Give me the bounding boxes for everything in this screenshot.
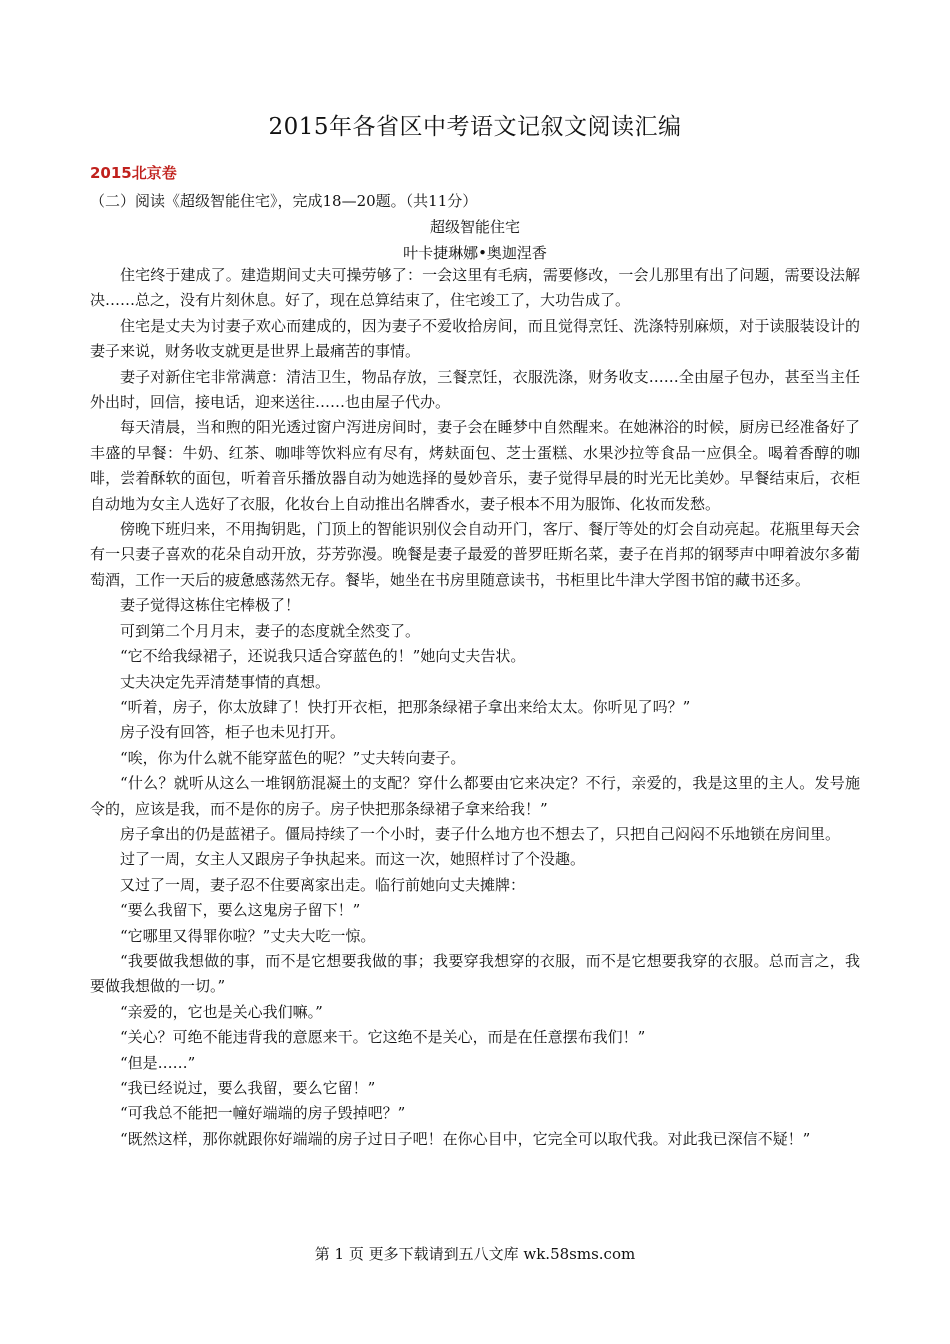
paragraph: 傍晚下班归来，不用掏钥匙，门顶上的智能识别仪会自动开门，客厅、餐厅等处的灯会自动亮起。花瓶里每天会有一只妻子喜欢的花朵自动开放，芬芳弥漫。晚餐是妻子最爱的普罗旺斯名菜，妻子在肖邦的钢琴声中呷着波尔多葡萄酒，工作一天后的疲惫感荡然无存。餐毕，她坐在书房里随意读书，书柜里比牛津大学图书馆的藏书还多。	[90, 520, 860, 589]
paragraph: “什么？就听从这么一堆钢筋混凝土的支配？穿什么都要由它来决定？不行，亲爱的，我是这里的主人。发号施令的，应该是我，而不是你的房子。房子快把那条绿裙子拿来给我！”	[90, 774, 860, 818]
paragraph: 住宅是丈夫为讨妻子欢心而建成的，因为妻子不爱收拾房间，而且觉得烹饪、洗涤特别麻烦，对于读服装设计的妻子来说，财务收支就更是世界上最痛苦的事情。	[90, 316, 860, 361]
paragraph: “唉，你为什么就不能穿蓝色的呢？”丈夫转向妻子。	[120, 748, 466, 767]
paragraph: 可到第二个月月末，妻子的态度就全然变了。	[120, 621, 421, 640]
paragraph: “关心？可绝不能违背我的意愿来干。它这绝不是关心，而是在任意摆布我们！”	[120, 1028, 646, 1047]
paragraph: “它不给我绿裙子，还说我只适合穿蓝色的！”她向丈夫告状。	[120, 647, 526, 666]
paragraph: “但是……”	[120, 1053, 196, 1072]
section-label: 2015北京卷	[90, 164, 177, 182]
paragraph: “可我总不能把一幢好端端的房子毁掉吧？”	[120, 1104, 406, 1123]
paragraph: 房子没有回答，柜子也未见打开。	[120, 723, 346, 742]
paragraph: “亲爱的，它也是关心我们嘛。”	[120, 1002, 323, 1021]
paragraph: “要么我留下，要么这鬼房子留下！”	[120, 901, 361, 920]
paragraph: “我已经说过，要么我留，要么它留！”	[120, 1079, 376, 1097]
paragraph: “既然这样，那你就跟你好端端的房子过日子吧！在你心目中，它完全可以取代我。对此我已深信不疑！”	[120, 1129, 811, 1148]
paragraph: 每天清晨，当和煦的阳光透过窗户泻进房间时，妻子会在睡梦中自然醒来。在她淋浴的时候，厨房已经准备好了丰盛的早餐：牛奶、红茶、咖啡等饮料应有尽有，烤麸面包、芝士蛋糕、水果沙拉等食品一应俱全。喝着香醇的咖啡，尝着酥软的面包，听着音乐播放器自动为她选择的曼妙音乐，妻子觉得早晨的时光无比美妙。早餐结束后，衣柜自动地为女主人选好了衣服，化妆台上自动推出名牌香水，妻子根本不用为服饰、化妆而发愁。	[90, 418, 860, 513]
question-intro: （二）阅读《超级智能住宅》，完成18—20题。（共11分）	[90, 192, 478, 210]
paragraph: 丈夫决定先弄清楚事情的真想。	[120, 672, 331, 691]
essay-title: 超级智能住宅	[429, 218, 520, 236]
paragraph: 过了一周，女主人又跟房子争执起来。而这一次，她照样讨了个没趣。	[120, 850, 586, 869]
essay-body	[90, 263, 860, 1152]
document-title: 2015年各省区中考语文记叙文阅读汇编	[268, 114, 682, 140]
paragraph: “听着，房子，你太放肆了！快打开衣柜，把那条绿裙子拿出来给太太。你听见了吗？”	[120, 697, 691, 716]
essay-author: 叶卡捷琳娜•奥迦涅香	[403, 244, 547, 262]
page-footer: 第 1 页 更多下载请到五八文库 wk.58sms.com	[314, 1245, 636, 1263]
paragraph: 又过了一周，妻子忍不住要离家出走。临行前她向丈夫摊牌：	[120, 875, 526, 894]
paragraph: 房子拿出的仍是蓝裙子。僵局持续了一个小时，妻子什么地方也不想去了，只把自己闷闷不乐地锁在房间里。	[120, 824, 841, 843]
paragraph: 住宅终于建成了。建造期间丈夫可操劳够了：一会这里有毛病，需要修改，一会儿那里有出了问题，需要设法解决……总之，没有片刻休息。好了，现在总算结束了，住宅竣工了，大功告成了。	[90, 266, 860, 310]
paragraph: “它哪里又得罪你啦？”丈夫大吃一惊。	[120, 926, 376, 945]
paragraph: 妻子觉得这栋住宅棒极了！	[120, 596, 301, 615]
paragraph: “我要做我想做的事，而不是它想要我做的事；我要穿我想穿的衣服，而不是它想要我穿的衣服。总而言之，我要做我想做的一切。”	[90, 951, 860, 996]
paragraph: 妻子对新住宅非常满意：清洁卫生，物品存放，三餐烹饪，衣服洗涤，财务收支……全由屋子包办，甚至当主任外出时，回信，接电话，迎来送往……也由屋子代办。	[90, 367, 860, 412]
